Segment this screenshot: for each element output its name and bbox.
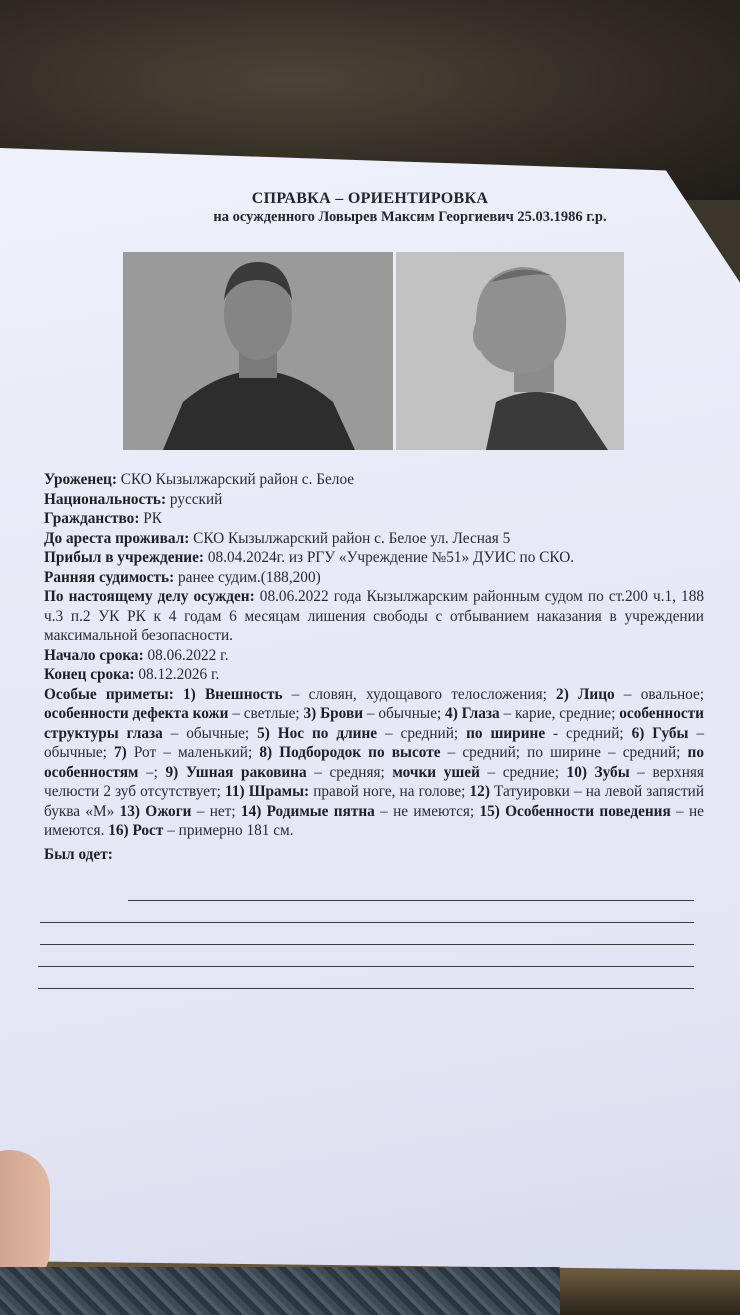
field-sentence: По настоящему делу осужден: 08.06.2022 года Кызылжарским районным судом по ст.200 ч.1, 188 ч.3 п.2 УК РК к 4 годам 6 месяцам лишения свободы с отбыванием наказания в учреждении максимальной безопасности. xyxy=(44,588,704,644)
front-portrait-icon xyxy=(123,252,393,450)
field-citizenship: Гражданство: РК xyxy=(44,510,162,527)
field-birthplace: Уроженец: СКО Кызылжарский район с. Белое xyxy=(44,471,355,488)
dressed-blank-line-5 xyxy=(38,988,694,989)
field-term-end: Конец срока: 08.12.2026 г. xyxy=(44,666,220,683)
photo-front xyxy=(123,252,393,450)
field-nationality: Национальность: русский xyxy=(44,490,223,508)
special-features: Особые приметы: 1) Внешность – словян, худощавого телосложения; 2) Лицо – овальное; особенности дефекта кожи – светлые; 3) Брови – обычные; 4) Глаза – карие, средние; особенности структуры глаза – обычные; 5) Нос по длине – средний; по ширине - средний; 6) Губы – обычные; 7) Рот – маленький; 8) Подбородок по высоте – средний; по ширине – средний; по особенностям –; 9) Ушная раковина – средняя; мочки ушей – средние; 10) Зубы – верхняя челюсти 2 зуб отсутствует; 11) Шрамы: правой ноге, на голове; 12) Татуировки – на левой запястий буква «М» 13) Ожоги – нет; 14) Родимые пятна – не имеются; 15) Особенности поведения – не имеются. 16) Рост – примерно 181 см. xyxy=(44,685,705,839)
dressed-label: Был одет: xyxy=(44,845,113,863)
dressed-blank-line-3 xyxy=(40,944,694,945)
field-arrival: Прибыл в учреждение: 08.04.2024г. из РГУ «Учреждение №51» ДУИС по СКО. xyxy=(44,549,575,566)
photo-profile xyxy=(396,252,624,450)
dressed-blank-line-2 xyxy=(40,922,694,923)
sleeve xyxy=(0,1267,560,1315)
profile-portrait-icon xyxy=(396,252,624,450)
field-residence: До ареста проживал: СКО Кызылжарский район с. Белое ул. Лесная 5 xyxy=(44,529,511,547)
field-prior-conviction: Ранняя судимость: ранее судим.(188,200) xyxy=(44,568,321,586)
dressed-blank-line-4 xyxy=(38,966,694,967)
field-term-start: Начало срока: 08.06.2022 г. xyxy=(44,646,229,664)
document-body xyxy=(44,470,704,864)
document-subtitle: на осужденного Ловырев Максим Георгиевич 25.03.1986 г.р. xyxy=(213,209,607,225)
document-title: СПРАВКА – ОРИЕНТИРОВКА xyxy=(251,190,489,207)
dressed-blank-line-1 xyxy=(128,900,694,901)
